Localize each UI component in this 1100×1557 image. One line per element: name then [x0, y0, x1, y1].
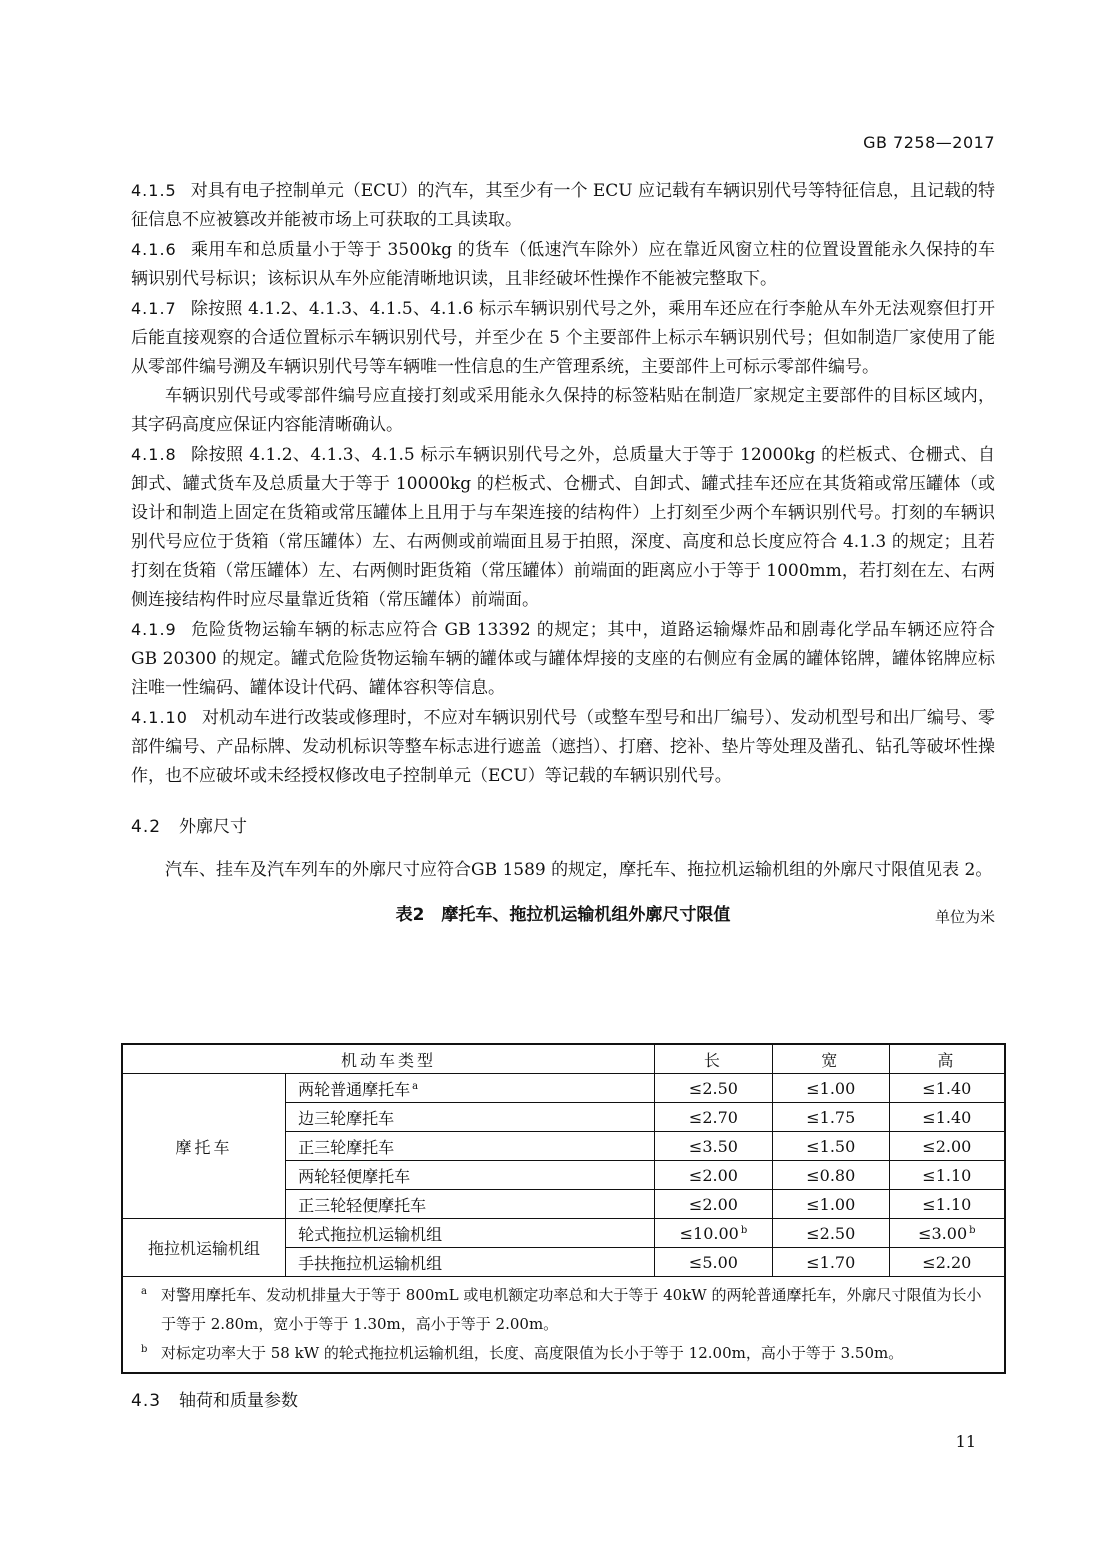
- section-heading-4-3: [131, 1386, 298, 1411]
- width-cell: ≤1.70: [772, 1248, 889, 1277]
- table-row: [122, 1219, 1005, 1248]
- height-cell: ≤2.20: [889, 1248, 1005, 1277]
- section-title: 外廓尺寸: [179, 817, 248, 837]
- group-motorcycle: 摩托车: [122, 1074, 286, 1219]
- clause-4-1-7-continued: [131, 382, 995, 440]
- table-header-row: [122, 1044, 1005, 1074]
- height-cell: ≤1.40: [889, 1074, 1005, 1103]
- clause-4-1-5: [131, 176, 995, 235]
- clause-4-1-10: [131, 703, 995, 791]
- note-mark: b: [141, 1344, 148, 1355]
- vehicle-type-cell: 边三轮摩托车: [286, 1103, 655, 1132]
- clause-4-1-9: [131, 615, 995, 703]
- height-cell: ≤1.10: [889, 1190, 1005, 1219]
- length-cell: ≤10.00 $^b$: [655, 1219, 773, 1248]
- section-title: 轴荷和质量参数: [179, 1391, 299, 1411]
- section-4-2-body: 汽车、挂车及汽车列车的外廓尺寸应符合GB 1589 的规定，摩托车、拖拉机运输机组的外廓尺寸限值见表 2。: [165, 860, 993, 880]
- width-cell: ≤1.00: [772, 1190, 889, 1219]
- clause-number: 4.1.6: [131, 240, 177, 259]
- section-heading-4-2: [131, 813, 995, 842]
- note-text: 对警用摩托车、发动机排量大于等于 800mL 或电机额定功率总和大于等于 40kW 的两轮普通摩托车，外廓尺寸限值为长小于等于 2.80m，宽小于等于 1.30m，高小于等于 2.00m。: [161, 1286, 982, 1333]
- vehicle-type-cell: 轮式拖拉机运输机组: [286, 1219, 655, 1248]
- clause-text: 危险货物运输车辆的标志应符合 GB 13392 的规定；其中，道路运输爆炸品和剧毒化学品车辆还应符合 GB 20300 的规定。罐式危险货物运输车辆的罐体或与罐体焊接的支座的右侧应有金属的罐体铭牌，罐体铭牌应标注唯一性编码、罐体设计代码、罐体容积等信息。: [131, 620, 995, 698]
- header-vehicle-type: 机动车类型: [122, 1044, 655, 1074]
- section-number: 4.3: [131, 1391, 162, 1411]
- table-note-b: [141, 1339, 994, 1368]
- width-cell: ≤1.00: [772, 1074, 889, 1103]
- length-cell: ≤2.00: [655, 1190, 773, 1219]
- height-cell: ≤1.40: [889, 1103, 1005, 1132]
- clause-text: 对具有电子控制单元（ECU）的汽车，其至少有一个 ECU 应记载有车辆识别代号等特征信息，且记载的特征信息不应被篡改并能被市场上可获取的工具读取。: [131, 181, 996, 230]
- clause-number: 4.1.8: [131, 445, 177, 464]
- length-cell: ≤2.70: [655, 1103, 773, 1132]
- clause-text: 除按照 4.1.2、4.1.3、4.1.5、4.1.6 标示车辆识别代号之外，乘用车还应在行李舱从车外无法观察但打开后能直接观察的合适位置标示车辆识别代号，并至少在 5 个主要部件上标示车辆识别代号；但如制造厂家使用了能从零部件编号溯及车辆识别代号等车辆唯一性信息的生产管理系统，主要部件上可标示零部件编号。: [131, 299, 995, 377]
- clause-number: 4.1.5: [131, 181, 177, 200]
- height-cell: ≤2.00: [889, 1132, 1005, 1161]
- clause-4-1-7: [131, 294, 995, 382]
- table-notes: [122, 1277, 1005, 1374]
- table-row: [122, 1074, 1005, 1103]
- header-height: 高: [889, 1044, 1005, 1074]
- width-cell: ≤1.50: [772, 1132, 889, 1161]
- table-unit: 单位为米: [934, 908, 995, 926]
- group-tractor: 拖拉机运输机组: [122, 1219, 286, 1277]
- length-cell: ≤2.50: [655, 1074, 773, 1103]
- page-number: 11: [955, 1432, 976, 1451]
- clause-number: 4.1.7: [131, 299, 177, 318]
- note-mark: a: [141, 1286, 147, 1297]
- footnote-mark: b: [969, 1224, 976, 1236]
- vehicle-type-cell: 两轮普通摩托车 $^a$: [286, 1074, 655, 1103]
- height-cell: ≤3.00 $^b$: [889, 1219, 1005, 1248]
- footnote-mark: b: [740, 1224, 748, 1236]
- clause-4-1-6: [131, 235, 995, 294]
- vehicle-type-cell: 正三轮摩托车: [286, 1132, 655, 1161]
- length-cell: ≤2.00: [655, 1161, 773, 1190]
- length-cell: ≤5.00: [655, 1248, 773, 1277]
- body-content: [131, 176, 995, 937]
- length-cell: ≤3.50: [655, 1132, 773, 1161]
- footnote-mark: a: [412, 1080, 419, 1092]
- table-notes-row: [122, 1277, 1005, 1374]
- clause-4-1-8: [131, 440, 995, 615]
- clause-text: 乘用车和总质量小于等于 3500kg 的货车（低速汽车除外）应在靠近风窗立柱的位置设置能永久保持的车辆识别代号标识；该标识从车外应能清晰地识读，且非经破坏性操作不能被完整取下。: [131, 240, 995, 289]
- note-text: 对标定功率大于 58 kW 的轮式拖拉机运输机组，长度、高度限值为长小于等于 12.00m，高小于等于 3.50m。: [161, 1344, 904, 1362]
- vehicle-type-cell: 两轮轻便摩托车: [286, 1161, 655, 1190]
- table-caption: [131, 901, 995, 927]
- header-width: 宽: [772, 1044, 889, 1074]
- clause-number: 4.1.9: [131, 620, 177, 639]
- clause-text: 对机动车进行改装或修理时，不应对车辆识别代号（或整车型号和出厂编号）、发动机型号和出厂编号、零部件编号、产品标牌、发动机标识等整车标志进行遮盖（遮挡）、打磨、挖补、垫片等处理及凿孔、钻孔等破坏性操作，也不应破坏或未经授权修改电子控制单元（ECU）等记载的车辆识别代号。: [131, 708, 995, 786]
- standard-code: GB 7258—2017: [863, 133, 995, 152]
- vehicle-type-cell: 手扶拖拉机运输机组: [286, 1248, 655, 1277]
- header-length: 长: [655, 1044, 773, 1074]
- clause-number: 4.1.10: [131, 708, 188, 727]
- width-cell: ≤0.80: [772, 1161, 889, 1190]
- height-cell: ≤1.10: [889, 1161, 1005, 1190]
- section-number: 4.2: [131, 817, 162, 837]
- width-cell: ≤2.50: [772, 1219, 889, 1248]
- table-note-a: [141, 1281, 994, 1339]
- width-cell: ≤1.75: [772, 1103, 889, 1132]
- table-title: 表2 摩托车、拖拉机运输机组外廓尺寸限值: [395, 905, 731, 925]
- clause-text: 车辆识别代号或零部件编号应直接打刻或采用能永久保持的标签粘贴在制造厂家规定主要部件的目标区域内，其字码高度应保证内容能清晰确认。: [131, 386, 995, 435]
- clause-text: 除按照 4.1.2、4.1.3、4.1.5 标示车辆识别代号之外，总质量大于等于 12000kg 的栏板式、仓栅式、自卸式、罐式货车及总质量大于等于 10000kg 的栏板式、仓栅式、自卸式、罐式挂车还应在其货箱或常压罐体（或设计和制造上固定在货箱或常压罐体上且用于与车架连接的结构件）上打刻至少两个车辆识别代号。打刻的车辆识别代号应位于货箱（常压罐体）左、右两侧或前端面且易于拍照，深度、高度和总长度应符合 4.1.3 的规定；且若打刻在货箱（常压罐体）左、右两侧时距货箱（常压罐体）前端面的距离应小于等于 1000mm，若打刻在左、右两侧连接结构件时应尽量靠近货箱（常压罐体）前端面。: [131, 445, 995, 610]
- vehicle-type-cell: 正三轮轻便摩托车: [286, 1190, 655, 1219]
- dimension-limits-table: [121, 1043, 1006, 1374]
